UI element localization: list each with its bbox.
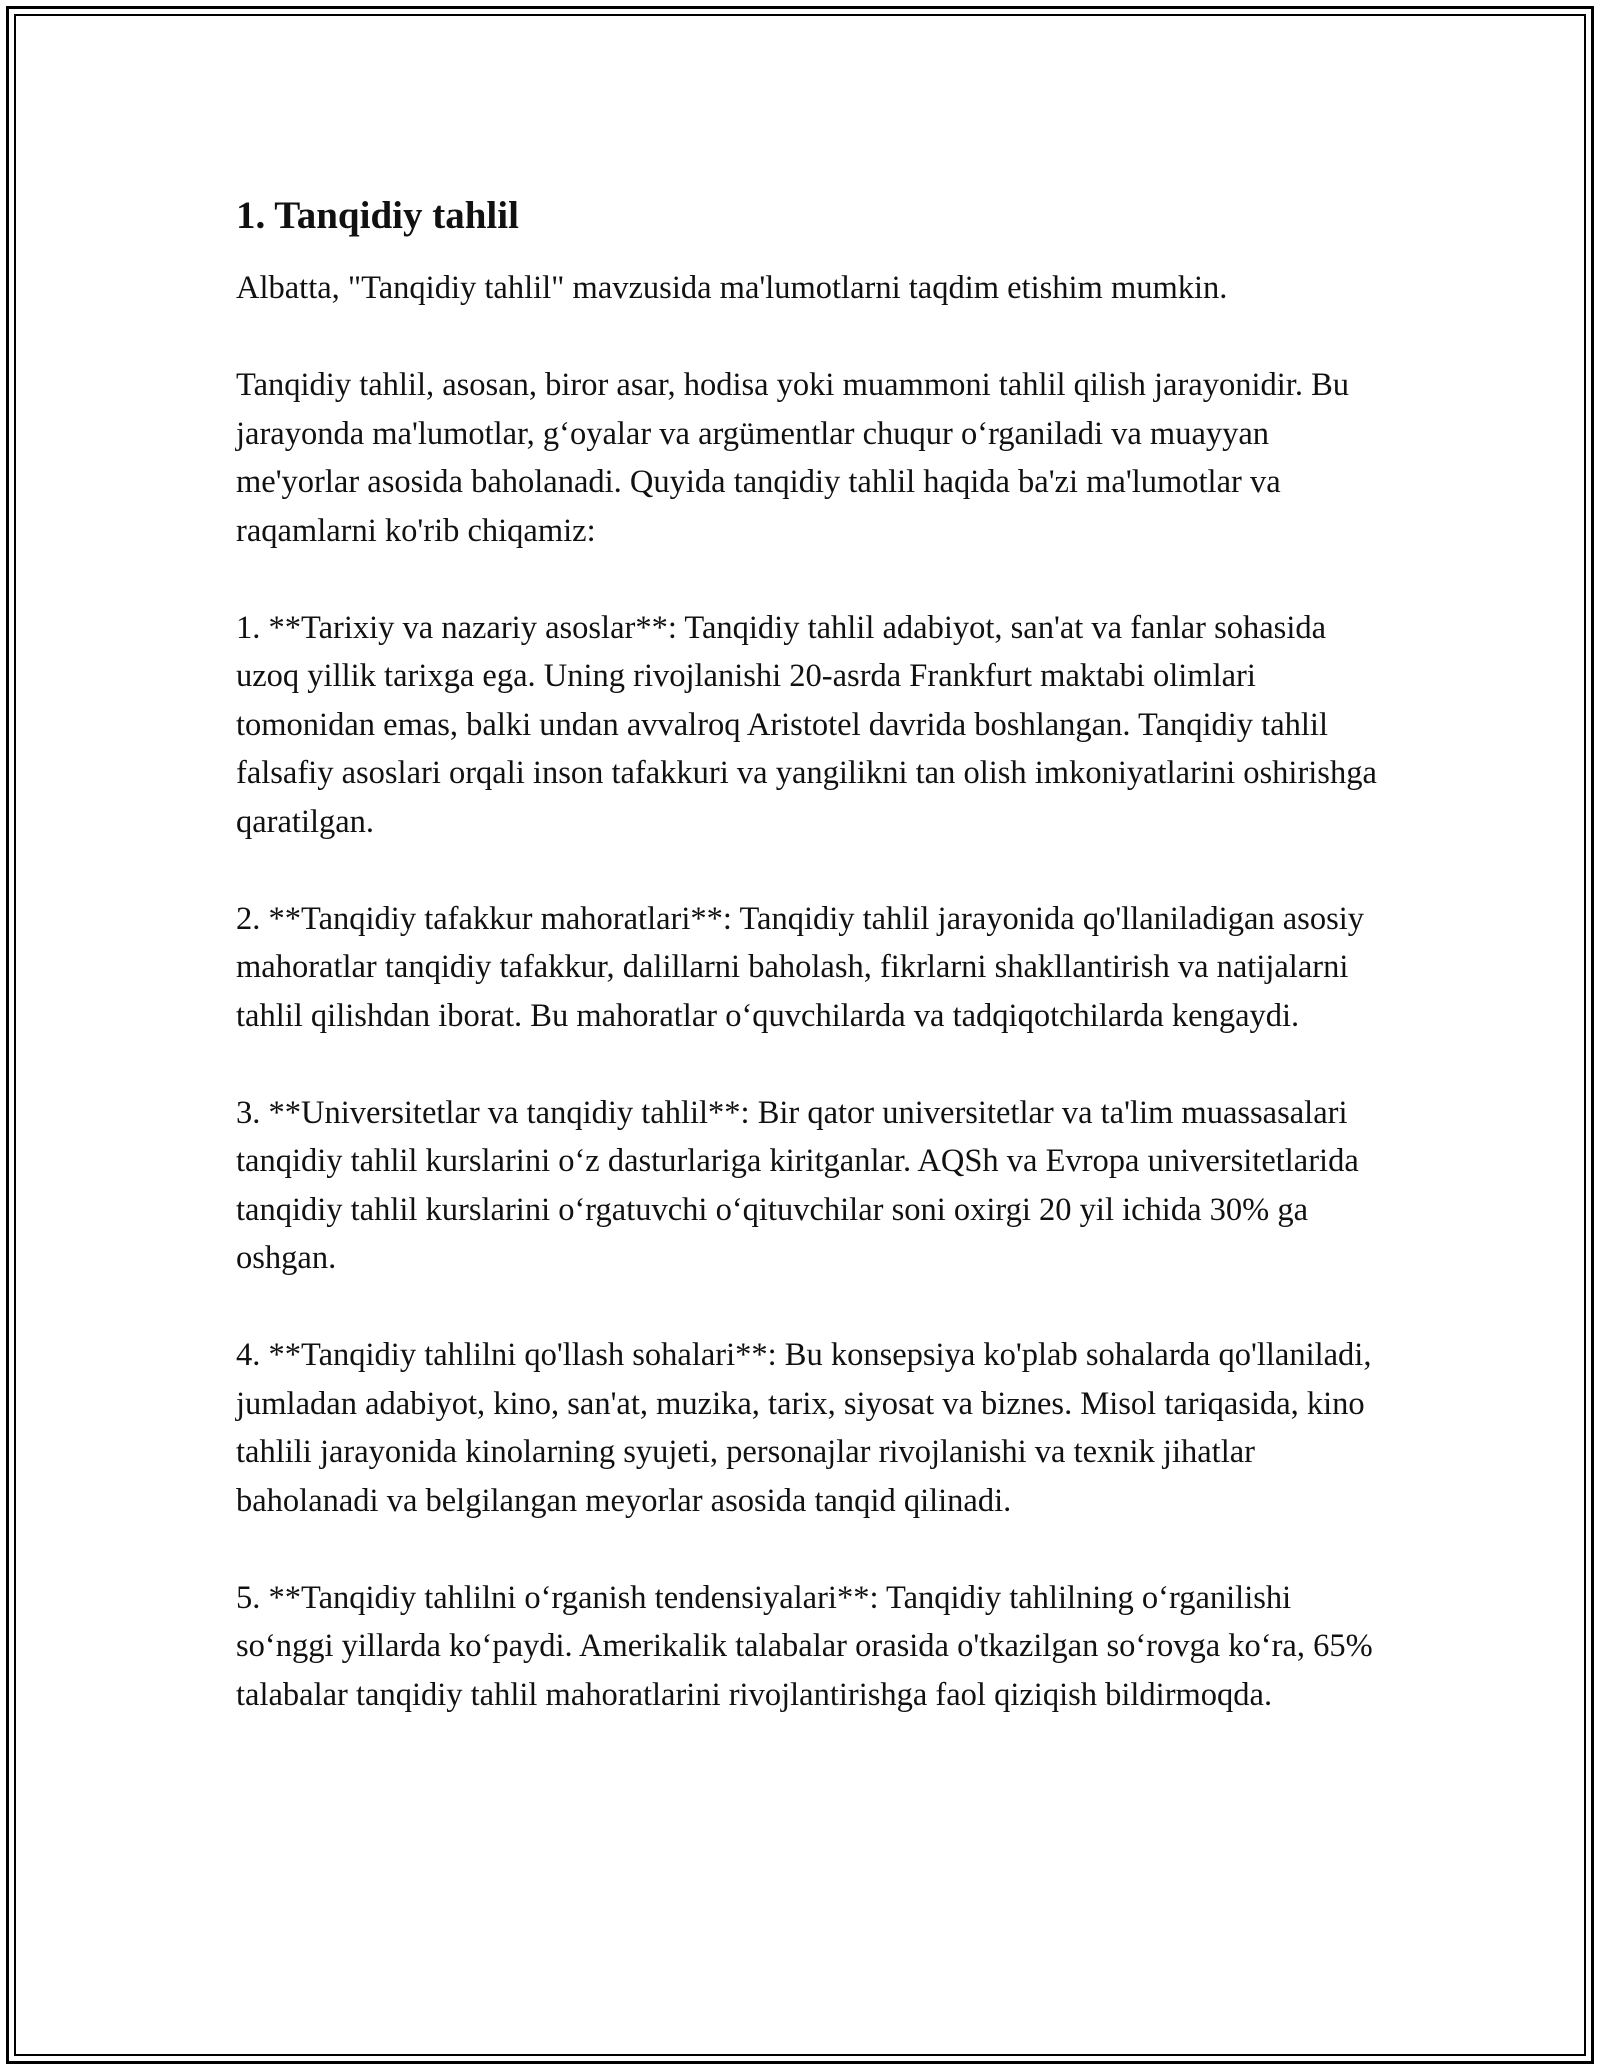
- intro-paragraph: Albatta, "Tanqidiy tahlil" mavzusida ma'lumotlarni taqdim etishim mumkin.: [236, 270, 1228, 306]
- document-body: [236, 190, 1386, 1719]
- list-item-learning-trends: 5. **Tanqidiy tahlilni o‘rganish tendensiyalari**: Tanqidiy tahlilning o‘rganilishi so‘nggi yillarda ko‘paydi. Amerikalik talabalar orasida o'tkazilgan so‘rovga ko‘ra, 65% talabalar tanqidiy tahlil mahoratlarini rivojlantirishga faol qiziqish bildirmoqda.: [236, 1579, 1373, 1713]
- list-item-history: 1. **Tarixiy va nazariy asoslar**: Tanqidiy tahlil adabiyot, san'at va fanlar sohasida uzoq yillik tarixga ega. Uning rivojlanishi 20-asrda Frankfurt maktabi olimlari tomonidan emas, balki undan avvalroq Aristotel davrida boshlangan. Tanqidiy tahlil falsafiy asoslari orqali inson tafakkuri va yangilikni tan olish imkoniyatlarini oshirishga qaratilgan.: [236, 609, 1377, 840]
- definition-paragraph: Tanqidiy tahlil, asosan, biror asar, hodisa yoki muammoni tahlil qilish jarayonidir. Bu jarayonda ma'lumotlar, g‘oyalar va argümentlar chuqur o‘rganiladi va muayyan me'yorlar asosida baholanadi. Quyida tanqidiy tahlil haqida ba'zi ma'lumotlar va raqamlarni ko'rib chiqamiz:: [236, 367, 1349, 549]
- list-item-universities: 3. **Universitetlar va tanqidiy tahlil**: Bir qator universitetlar va ta'lim muassasalari tanqidiy tahlil kurslarini o‘z dasturlariga kiritganlar. AQSh va Evropa universitetlarida tanqidiy tahlil kurslarini o‘rgatuvchi o‘qituvchilar soni oxirgi 20 yil ichida 30% ga oshgan.: [236, 1094, 1359, 1276]
- list-item-application-areas: 4. **Tanqidiy tahlilni qo'llash sohalari**: Bu konsepsiya ko'plab sohalarda qo'llaniladi, jumladan adabiyot, kino, san'at, muzika, tarix, siyosat va biznes. Misol tariqasida, kino tahlili jarayonida kinolarning syujeti, personajlar rivojlanishi va texnik jihatlar baholanadi va belgilangan meyorlar asosida tanqid qilinadi.: [236, 1337, 1372, 1519]
- list-item-skills: 2. **Tanqidiy tafakkur mahoratlari**: Tanqidiy tahlil jarayonida qo'llaniladigan asosiy mahoratlar tanqidiy tafakkur, dalillarni baholash, fikrlarni shakllantirish va natijalarni tahlil qilishdan iborat. Bu mahoratlar o‘quvchilarda va tadqiqotchilarda kengaydi.: [236, 900, 1364, 1034]
- document-title: 1. Tanqidiy tahlil: [236, 194, 519, 237]
